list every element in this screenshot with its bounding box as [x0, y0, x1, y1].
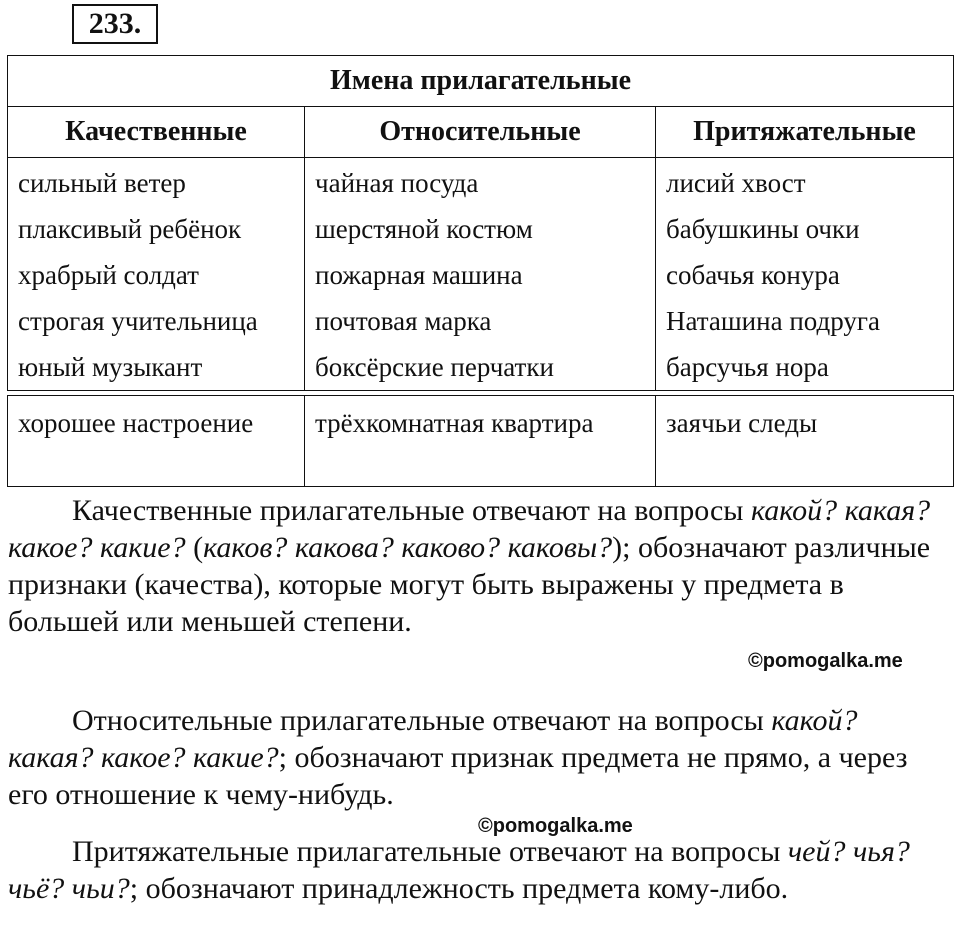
list-item: заячьи следы — [666, 408, 818, 438]
paragraph-text: ; обозначают признак предмета не прямо, а через его отношение к чему-нибудь. — [8, 741, 908, 811]
list-item: храбрый солдат — [18, 260, 199, 290]
exercise-number: 233. — [72, 4, 158, 44]
header-possessive: Притяжательные — [656, 107, 954, 158]
watermark: ©pomogalka.me — [748, 650, 903, 672]
paragraph-text: ); обозначают различные признаки (качества), которые могут быть выражены у предмета в большей или меньшей степени. — [8, 531, 931, 638]
qualitative-column — [8, 158, 305, 391]
paragraph-text: Притяжательные прилагательные отвечают на вопросы — [72, 835, 781, 868]
list-item: пожарная машина — [315, 260, 523, 290]
extra-possessive — [656, 396, 954, 487]
list-item: барсучья нора — [666, 352, 829, 382]
paragraph-text: Относительные прилагательные отвечают на вопросы — [72, 704, 764, 737]
possessive-column — [656, 158, 954, 391]
list-item: Наташина подруга — [666, 306, 880, 336]
paragraph-qualitative — [8, 492, 948, 640]
paragraph-relative — [8, 702, 948, 813]
extra-qualitative — [8, 396, 305, 487]
list-item: хорошее настроение — [18, 408, 254, 438]
paragraph-text: ( — [185, 531, 204, 564]
questions-italic: каков? какова? каково? каковы? — [203, 531, 613, 564]
questions-italic: какой? какая? какое? какие? — [8, 494, 931, 564]
paragraph-text: ; обозначают принадлежность предмета кому-либо. — [129, 872, 789, 905]
list-item: собачья конура — [666, 260, 840, 290]
adjectives-table — [7, 55, 954, 487]
questions-italic: чей? чья? чьё? чьи? — [8, 835, 910, 905]
table-title: Имена прилагательные — [8, 56, 954, 107]
paragraph-text: Качественные прилагательные отвечают на вопросы — [72, 494, 744, 527]
questions-italic: какой? какая? какое? какие? — [8, 704, 858, 774]
extra-relative — [305, 396, 656, 487]
header-qualitative: Качественные — [8, 107, 305, 158]
list-item: боксёрские перчатки — [315, 352, 554, 382]
watermark: ©pomogalka.me — [478, 815, 633, 837]
list-item: почтовая марка — [315, 306, 492, 336]
paragraph-possessive — [8, 833, 948, 907]
list-item: трёхкомнатная квартира — [315, 408, 594, 438]
list-item: бабушкины очки — [666, 214, 860, 244]
header-relative: Относительные — [305, 107, 656, 158]
list-item: плаксивый ребёнок — [18, 214, 242, 244]
list-item: чайная посуда — [315, 168, 479, 198]
list-item: лисий хвост — [666, 168, 806, 198]
list-item: шерстяной костюм — [315, 214, 533, 244]
relative-column — [305, 158, 656, 391]
list-item: юный музыкант — [18, 352, 203, 382]
list-item: сильный ветер — [18, 168, 186, 198]
list-item: строгая учительница — [18, 306, 258, 336]
